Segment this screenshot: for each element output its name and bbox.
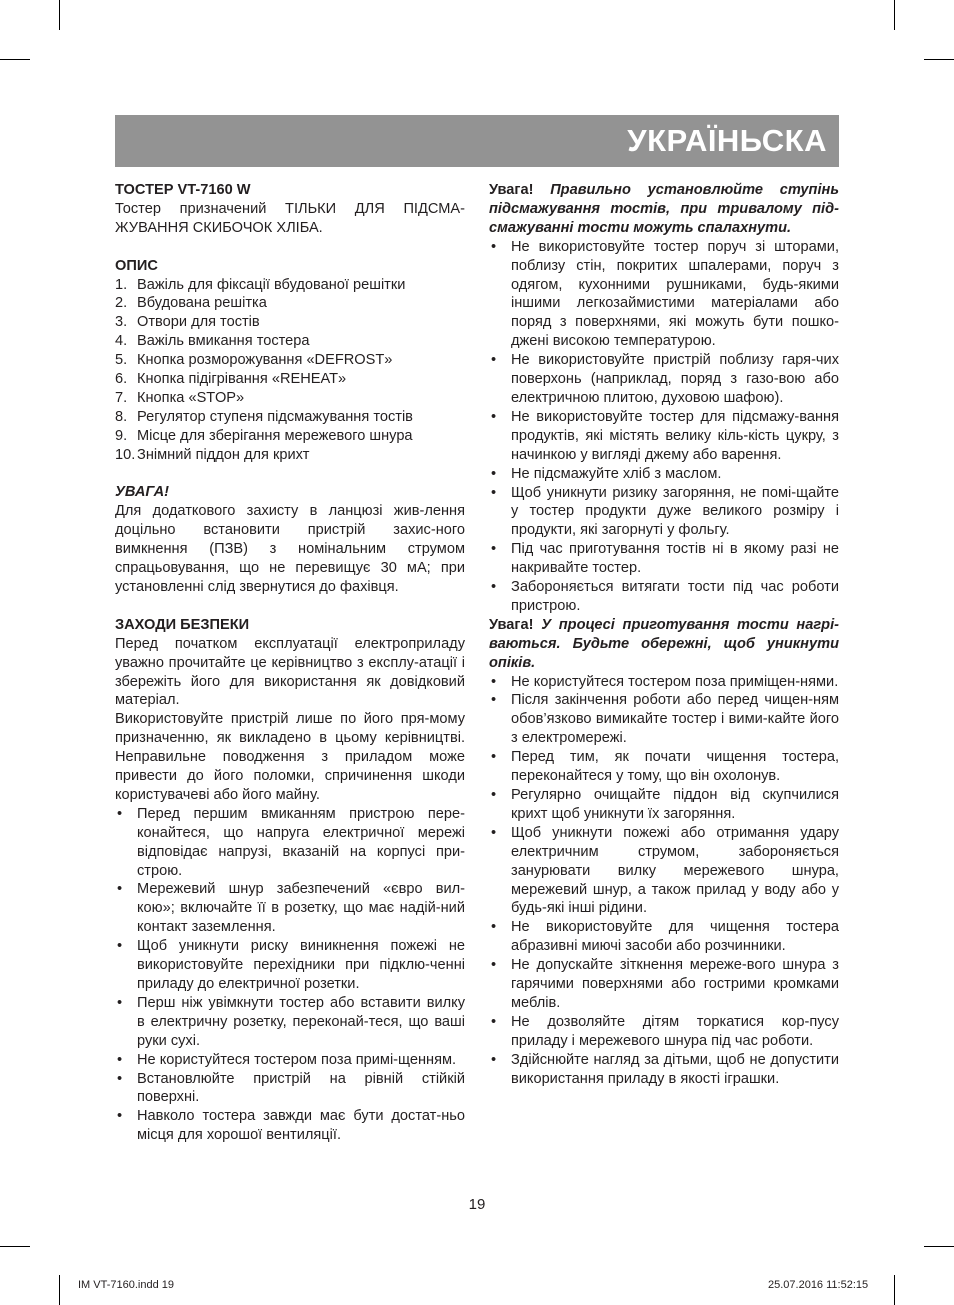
warning-label: Увага! xyxy=(489,182,534,198)
crop-mark xyxy=(924,1246,954,1247)
right-column xyxy=(489,181,839,1089)
crop-mark xyxy=(59,1275,60,1305)
bullet-item: • Щоб уникнути пожежі або отримання удару електричним струмом, забороняється занурювати вилку мережевого шнура, мережевий шнур, а також прилад у воду або у будь-які інші рідини. xyxy=(489,824,839,919)
list-item: 3. Отвори для тостів xyxy=(115,314,260,331)
list-item: 7. Кнопка «STOP» xyxy=(115,389,245,406)
description-heading: ОПИС xyxy=(115,257,158,274)
safety-heading: ЗАХОДИ БЕЗПЕКИ xyxy=(115,616,250,633)
bullet-item: • Не використовуйте тостер для підсмажу-вання продуктів, які містять велику кіль-кість цукру, з начинкою у вигляді джему або варення. xyxy=(489,408,839,465)
bullet-item: • Мережевий шнур забезпечений «євро вил-кою»; включайте її в розетку, що має надій-ний контакт заземлення. xyxy=(115,880,465,937)
footer-timestamp: 25.07.2016 11:52:15 xyxy=(768,1279,869,1291)
warning-text: Правильно установлюйте ступінь підсмажування тостів, при тривалому під-смажуванні тости можуть спалахнути. xyxy=(489,182,839,236)
safety-bullet-list xyxy=(115,805,465,1145)
bullet-list xyxy=(489,673,839,1089)
bullet-item: • Перш ніж увімкнути тостер або вставити вилку в електричну розетку, переконай-теся, що ваші руки сухі. xyxy=(115,994,465,1051)
bullet-item: • Не допускайте зіткнення мереже-вого шнура з гарячими поверхнями або гострими кромками меблів. xyxy=(489,956,839,1013)
warning-text: У процесі приготування тости нагрі-ваються. Будьте обережні, щоб уникнути опіків. xyxy=(489,616,839,671)
bullet-item: • Навколо тостера завжди має бути достат-ньо місця для хорошої вентиляції. xyxy=(115,1107,465,1145)
bullet-item: • Щоб уникнути ризику загоряння, не помі-щайте у тостер продукти дуже великого розміру і продукти, які загорнуті у фольгу. xyxy=(489,484,839,541)
list-item: 6. Кнопка підігрівання «REHEAT» xyxy=(115,371,347,388)
bullet-item: • Щоб уникнути риску виникнення пожежі не використовуйте перехідники при підклю-ченні приладу до електричної розетки. xyxy=(115,937,465,994)
bullet-item: • Регулярно очищайте піддон від скупчилися крихт щоб уникнути їх загоряння. xyxy=(489,786,839,824)
safety-paragraph: Використовуйте пристрій лише по його пря-мому призначенню, як викладено в цьому керівництві. Неправильне поводження з приладом може привести до його поломки, спричинення шкоди користувачеві або його майну. xyxy=(115,711,465,803)
language-header-band xyxy=(115,115,839,167)
safety-paragraph: Перед початком експлуатації електроприладу уважно прочитайте це керівництво з експлу-атації і збережіть його для використання як довідковий матеріал. xyxy=(115,635,465,709)
crop-mark xyxy=(894,1275,895,1305)
list-item: 5. Кнопка розморожування «DEFROST» xyxy=(115,352,393,369)
bullet-item: • Не користуйтеся тостером поза примі-щенням. xyxy=(115,1051,465,1070)
list-item: 1. Важіль для фіксації вбудованої решітки xyxy=(115,276,406,293)
bullet-item: • Встановлюйте пристрій на рівній стійкій поверхні. xyxy=(115,1070,465,1108)
list-item: 9. Місце для зберігання мережевого шнура xyxy=(115,427,413,444)
list-item: 8. Регулятор ступеня підсмажування тостів xyxy=(115,408,413,425)
bullet-item: • Не використовуйте тостер поруч зі шторами, поблизу стін, покритих шпалерами, поруч з одягом, кухонними рушниками, будь-якими іншими легкозаймистими матеріалами або поряд з поверхнями, які можуть бути пошко-джені високою температурою. xyxy=(489,238,839,351)
intro-text: Тостер призначений ТІЛЬКИ ДЛЯ ПІДСМА-ЖУВАННЯ СКИБОЧОК ХЛІБА. xyxy=(115,200,465,236)
list-item: 4. Важіль вмикання тостера xyxy=(115,333,310,350)
product-title: ТОСТЕР VT-7160 W xyxy=(115,182,251,198)
list-item: 10. Знімний піддон для крихт xyxy=(115,446,310,463)
warning-label: Увага! xyxy=(489,616,534,633)
bullet-item: • Перед першим вмиканням пристрою пере-конайтеся, що напруга електричної мережі відповідає напрузі, вказаній на корпусі при-строю. xyxy=(115,805,465,881)
bullet-item: • Забороняється витягати тости під час роботи пристрою. xyxy=(489,578,839,616)
crop-mark xyxy=(59,0,60,30)
bullet-item: • Після закінчення роботи або перед чищен-ням обов’язково вимикайте тостер і вими-кайте його з електромережі. xyxy=(489,691,839,748)
crop-mark xyxy=(0,59,30,60)
bullet-item: • Не дозволяйте дітям торкатися кор-пусу приладу і мережевого шнура під час роботи. xyxy=(489,1013,839,1051)
bullet-item: • Під час приготування тостів ні в якому разі не накривайте тостер. xyxy=(489,540,839,578)
bullet-item: • Не використовуйте пристрій поблизу гаря-чих поверхонь (наприклад, поряд з газо-вою або електричною плитою, духовою шафою). xyxy=(489,351,839,408)
warning-text: Для додаткового захисту в ланцюзі жив-лення доцільно встановити пристрій захис-ного вимкнення (ПЗВ) з номінальним струмом спрацьовування, що не перевищує 30 мА; при установленні слід звернутися до фахівця. xyxy=(115,503,465,595)
left-column xyxy=(115,181,465,1145)
description-list xyxy=(115,276,465,465)
language-title: УКРАЇНЬСКА xyxy=(627,123,827,158)
bullet-list xyxy=(489,238,839,616)
bullet-item: • Не підсмажуйте хліб з маслом. xyxy=(489,465,839,484)
bullet-item: • Перед тим, як почати чищення тостера, переконайтеся у тому, що він охолонув. xyxy=(489,748,839,786)
crop-mark xyxy=(0,1246,30,1247)
bullet-item: • Не використовуйте для чищення тостера абразивні миючі засоби або розчинники. xyxy=(489,918,839,956)
list-item: 2. Вбудована решітка xyxy=(115,295,267,312)
page-number: 19 xyxy=(468,1196,486,1213)
crop-mark xyxy=(924,59,954,60)
bullet-item: • Здійснюйте нагляд за дітьми, щоб не допустити використання приладу в якості іграшки. xyxy=(489,1051,839,1089)
footer-file-info: IM VT-7160.indd 19 xyxy=(78,1279,175,1291)
warning-paragraph xyxy=(489,181,839,238)
bullet-item: • Не користуйтеся тостером поза приміщен-нями. xyxy=(489,673,839,692)
warning-heading: УВАГА! xyxy=(115,484,170,501)
warning-paragraph xyxy=(489,616,839,673)
crop-mark xyxy=(894,0,895,30)
